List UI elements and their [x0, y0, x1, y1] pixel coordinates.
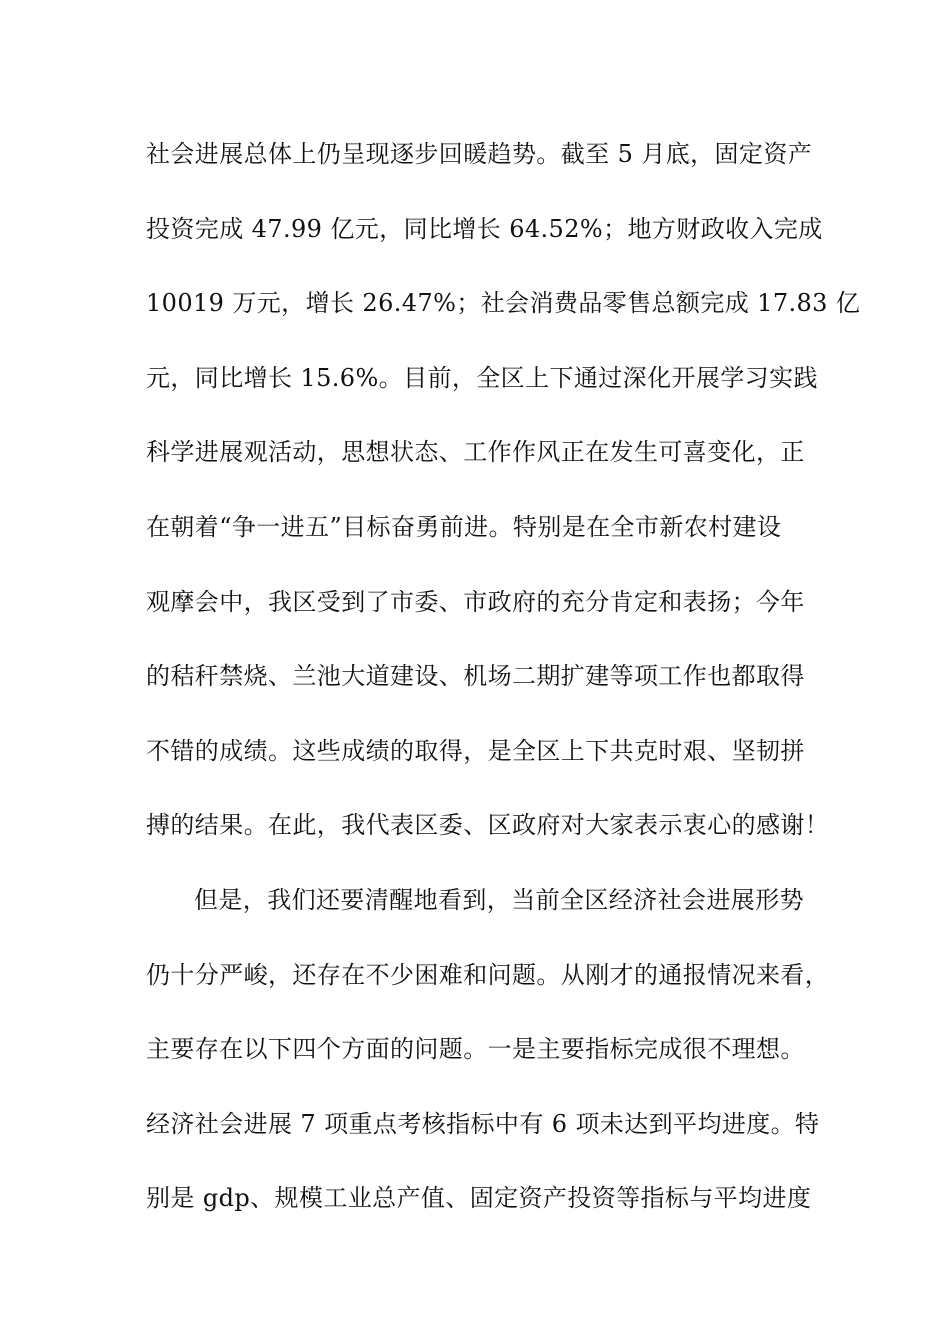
- text-line: 科学进展观活动，思想状态、工作作风正在发生可喜变化，正: [146, 438, 805, 467]
- text-line: 在朝着“争一进五”目标奋勇前进。特别是在全市新农村建设: [146, 512, 782, 541]
- text-line: 投资完成 47.99 亿元，同比增长 64.52%；地方财政收入完成: [146, 214, 823, 243]
- paragraph-1: [146, 131, 861, 877]
- text-line: 观摩会中，我区受到了市委、市政府的充分肯定和表扬；今年: [146, 587, 805, 616]
- text-line: 社会进展总体上仍呈现逐步回暖趋势。截至 5 月底，固定资产: [146, 140, 813, 168]
- document-body: [146, 131, 861, 1250]
- text-line: 搏的结果。在此，我代表区委、区政府对大家表示衷心的感谢！: [146, 811, 830, 840]
- text-line: 经济社会进展 7 项重点考核指标中有 6 项未达到平均进度。特: [146, 1109, 820, 1138]
- paragraph-2: [146, 877, 830, 1250]
- text-line: 主要存在以下四个方面的问题。一是主要指标完成很不理想。: [146, 1035, 805, 1064]
- text-line: 别是 gdp、规模工业总产值、固定资产投资等指标与平均进度: [146, 1184, 812, 1213]
- text-line: 元，同比增长 15.6%。目前，全区上下通过深化开展学习实践: [146, 363, 818, 392]
- text-line: 仍十分严峻，还存在不少困难和问题。从刚才的通报情况来看，: [146, 960, 830, 989]
- text-line: 的秸秆禁烧、兰池大道建设、机场二期扩建等项工作也都取得: [146, 662, 805, 691]
- text-line: 但是，我们还要清醒地看到，当前全区经济社会进展形势: [194, 885, 804, 914]
- text-line: 10019 万元，增长 26.47%；社会消费品零售总额完成 17.83 亿: [146, 289, 861, 318]
- text-line: 不错的成绩。这些成绩的取得，是全区上下共克时艰、坚韧拼: [146, 736, 805, 765]
